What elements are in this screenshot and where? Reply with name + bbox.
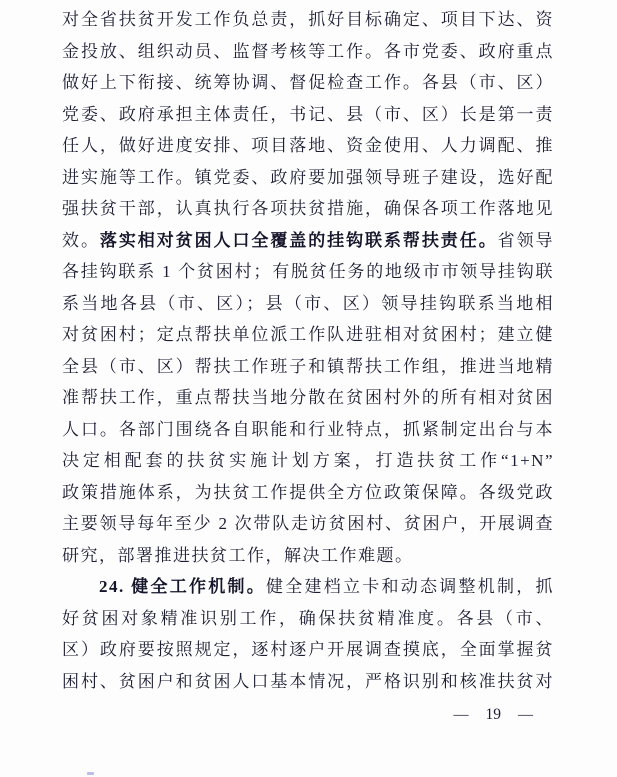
text-line	[62, 351, 554, 383]
text-segment: 人口。各部门围绕各自职能和行业特点，抓紧制定出台与本	[62, 419, 554, 439]
text-segment: 好贫困对象精准识别工作，确保扶贫精准度。各县（市、	[62, 608, 554, 628]
text-line	[62, 477, 554, 509]
text-segment: 研究，部署推进扶贫工作，解决工作难题。	[62, 545, 414, 565]
text-segment: 金投放、组织动员、监督考核等工作。各市党委、政府重点	[62, 41, 554, 61]
text-line	[62, 4, 554, 36]
text-segment: 系当地各县（市、区）；县（市、区）领导挂钩联系当地相	[62, 293, 554, 313]
text-segment: 对全省扶贫开发工作负总责，抓好目标确定、项目下达、资	[62, 10, 554, 29]
text-line	[62, 540, 554, 572]
text-line	[62, 414, 554, 446]
text-segment: 任人，做好进度安排、项目落地、资金使用、人力调配、推	[62, 136, 554, 155]
text-segment: 准帮扶工作，重点帮扶当地分散在贫困村外的所有相对贫困	[62, 388, 554, 407]
text-segment: 健全建档立卡和动态调整机制，抓	[266, 577, 554, 596]
footer-left-dash: —	[453, 709, 469, 721]
text-line	[62, 382, 554, 414]
page-footer	[454, 706, 534, 724]
text-segment: 进实施等工作。镇党委、政府要加强领导班子建设，选好配	[62, 167, 554, 187]
text-line	[62, 225, 554, 257]
text-line	[62, 67, 554, 99]
text-segment: 全县（市、区）帮扶工作班子和镇帮扶工作组，推进当地精	[62, 356, 554, 376]
text-line	[62, 288, 554, 320]
text-line	[62, 319, 554, 351]
text-line	[62, 634, 554, 666]
text-segment: 政策措施体系，为扶贫工作提供全方位政策保障。各级党政	[62, 482, 554, 502]
text-line	[62, 445, 554, 477]
text-line	[62, 571, 554, 603]
text-segment: 困村、贫困户和贫困人口基本情况，严格识别和核准扶贫对	[62, 671, 554, 691]
text-segment: 主要领导每年至少 2 次带队走访贫困村、贫困户，开展调查	[62, 514, 554, 533]
document-body	[62, 4, 554, 697]
text-line	[62, 99, 554, 131]
text-segment: 强扶贫干部，认真执行各项扶贫措施，确保各项工作落地见	[62, 199, 554, 218]
text-segment: 党委、政府承担主体责任，书记、县（市、区）长是第一责	[62, 104, 554, 124]
text-segment: 做好上下衔接、统筹协调、督促检查工作。各县（市、区）	[62, 73, 554, 92]
page-number: 19	[485, 706, 501, 723]
text-line	[62, 130, 554, 162]
text-line	[62, 36, 554, 68]
text-segment: 决定相配套的扶贫实施计划方案，打造扶贫工作“1+N”	[62, 451, 554, 470]
text-line	[62, 508, 554, 540]
text-segment: 省领导	[497, 230, 555, 250]
text-line	[62, 256, 554, 288]
text-segment: 对贫困村；定点帮扶单位派工作队进驻相对贫困村；建立健	[62, 325, 554, 344]
text-line	[62, 603, 554, 635]
text-segment: 各挂钩联系 1 个贫困村；有脱贫任务的地级市市领导挂钩联	[62, 262, 554, 281]
scan-artifact-speck	[87, 772, 94, 775]
text-segment: 落实相对贫困人口全覆盖的挂钩联系帮扶责任。	[99, 230, 498, 250]
text-line	[62, 666, 554, 698]
text-line	[62, 193, 554, 225]
text-segment: 效。	[62, 230, 100, 250]
footer-right-dash: —	[518, 709, 533, 721]
text-segment: 24. 健全工作机制。	[99, 577, 266, 596]
text-line	[62, 162, 554, 194]
text-segment: 区）政府要按照规定，逐村逐户开展调查摸底，全面掌握贫	[62, 640, 554, 659]
